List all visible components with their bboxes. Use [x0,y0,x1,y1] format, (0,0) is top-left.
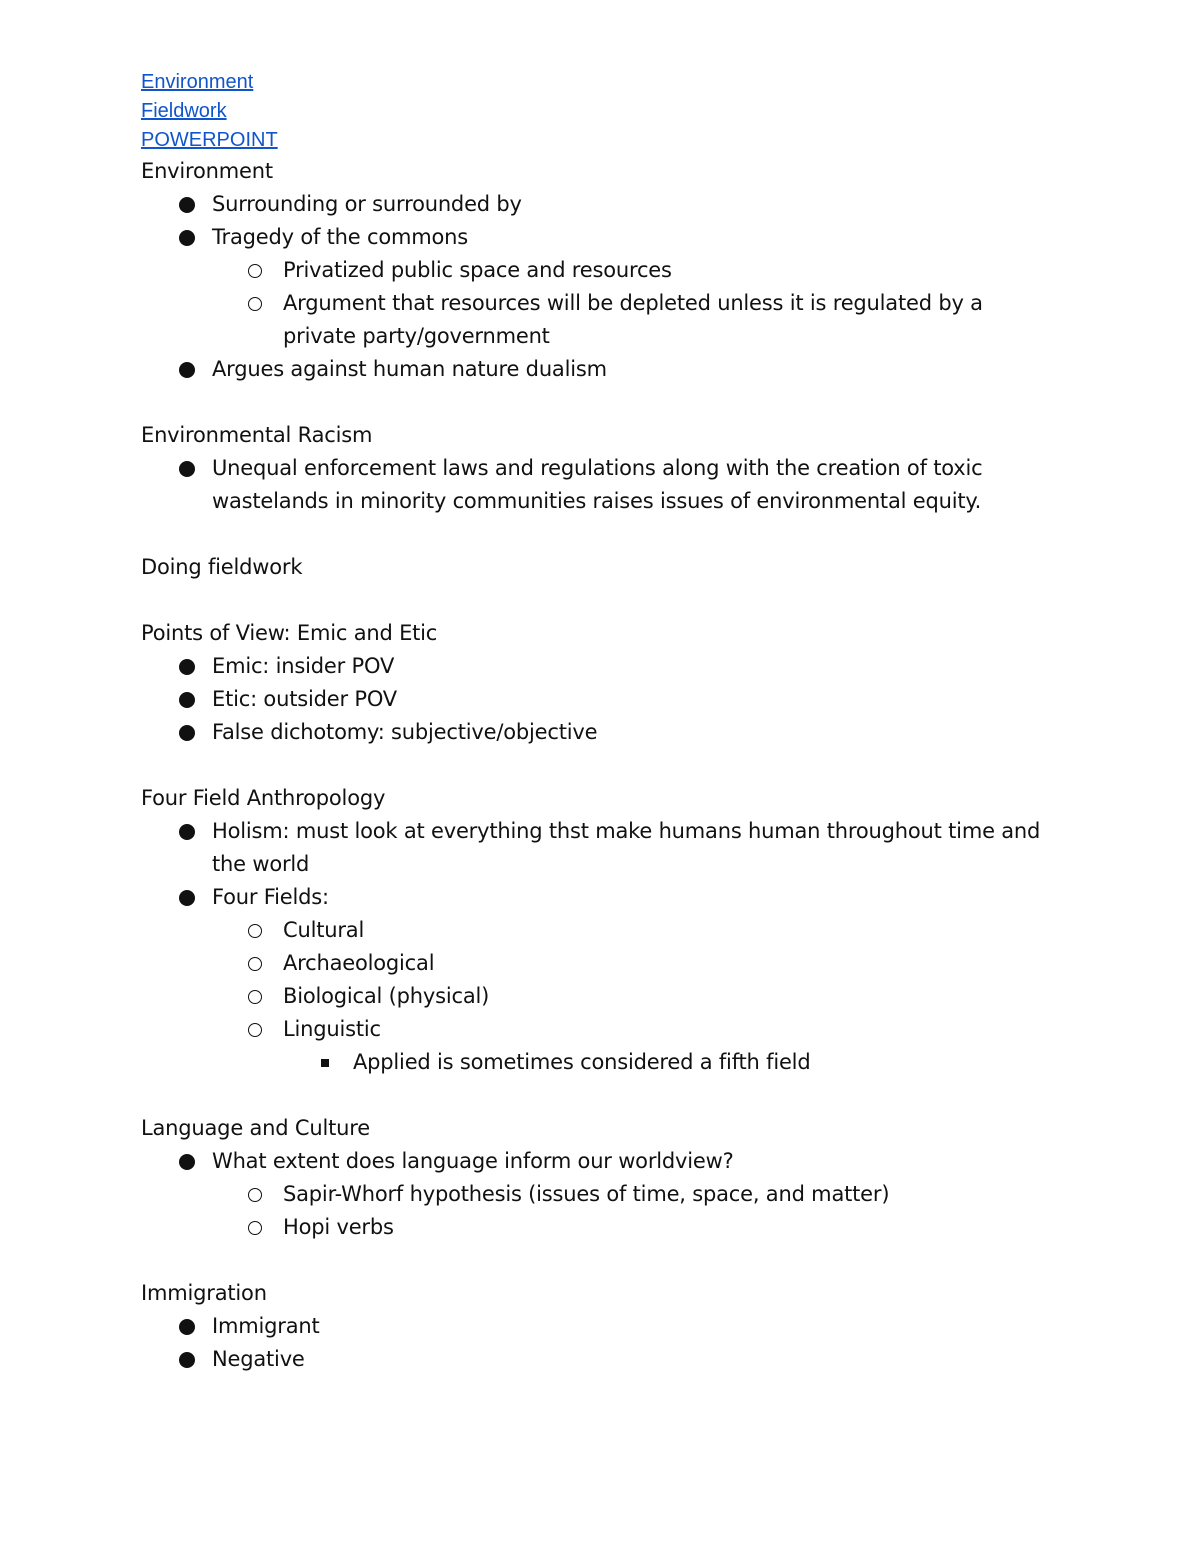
list-item [141,947,1061,980]
spacer [141,1079,1061,1112]
document-page [141,68,1061,1376]
list-item [141,1145,1061,1178]
bullet-circle-icon [248,287,262,320]
link-fieldwork[interactable]: Fieldwork [141,100,227,122]
heading-environmental-racism: Environmental Racism [141,423,373,447]
list-item-text: Immigrant [212,1314,320,1338]
list-item-text: What extent does language inform our worldview? [212,1149,734,1173]
heading-four-field-anthropology: Four Field Anthropology [141,786,386,810]
list-item [141,1310,1061,1343]
list-item [141,914,1061,947]
bullet-disc-icon [179,353,195,386]
list-item-text: Holism: must look at everything thst make humans human throughout time and the world [212,819,1041,876]
bullet-circle-icon [248,947,262,980]
list-item [141,254,1061,287]
list-item-text: Argument that resources will be depleted unless it is regulated by a private party/government [283,291,983,348]
list-item [141,1343,1061,1376]
list-item-text: Argues against human nature dualism [212,357,607,381]
list-item [141,683,1061,716]
list-item-text: Emic: insider POV [212,654,395,678]
list-item [141,881,1061,914]
list-item-text: Surrounding or surrounded by [212,192,522,216]
bullet-disc-icon [179,716,195,749]
heading-immigration: Immigration [141,1281,267,1305]
list-item-text: Privatized public space and resources [283,258,672,282]
bullet-circle-icon [248,254,262,287]
bullet-disc-icon [179,815,195,848]
list-item [141,716,1061,749]
list-item [141,815,1061,881]
list-item [141,1211,1061,1244]
bullet-disc-icon [179,188,195,221]
bullet-disc-icon [179,881,195,914]
spacer [141,584,1061,617]
bullet-circle-icon [248,980,262,1013]
list-item-text: Hopi verbs [283,1215,394,1239]
list-item-text: Unequal enforcement laws and regulations along with the creation of toxic wastelands in minority communities raises issues of environmental equity. [212,456,983,513]
list-item-text: Cultural [283,918,365,942]
list-item-text: Biological (physical) [283,984,490,1008]
link-environment[interactable]: Environment [141,71,254,93]
heading-language-and-culture: Language and Culture [141,1116,370,1140]
bullet-circle-icon [248,1178,262,1211]
bullet-square-icon [321,1046,329,1079]
list-item-text: Sapir-Whorf hypothesis (issues of time, space, and matter) [283,1182,890,1206]
bullet-circle-icon [248,1211,262,1244]
link-powerpoint[interactable]: POWERPOINT [141,129,278,151]
list-item-text: Etic: outsider POV [212,687,397,711]
list-item [141,1046,1061,1079]
spacer [141,386,1061,419]
bullet-disc-icon [179,1310,195,1343]
bullet-disc-icon [179,1343,195,1376]
list-item-text: Archaeological [283,951,435,975]
list-item-text: Negative [212,1347,305,1371]
spacer [141,749,1061,782]
bullet-disc-icon [179,221,195,254]
list-item [141,452,1061,518]
spacer [141,518,1061,551]
bullet-circle-icon [248,1013,262,1046]
list-item-text: Tragedy of the commons [212,225,468,249]
heading-doing-fieldwork: Doing fieldwork [141,555,303,579]
list-item [141,221,1061,254]
heading-environment: Environment [141,159,273,183]
list-item [141,353,1061,386]
heading-points-of-view: Points of View: Emic and Etic [141,621,438,645]
bullet-disc-icon [179,1145,195,1178]
list-item-text: Linguistic [283,1017,381,1041]
list-item [141,1178,1061,1211]
spacer [141,1244,1061,1277]
list-item [141,1013,1061,1046]
list-item-text: False dichotomy: subjective/objective [212,720,598,744]
list-item [141,980,1061,1013]
bullet-disc-icon [179,683,195,716]
list-item-text: Four Fields: [212,885,329,909]
bullet-disc-icon [179,650,195,683]
bullet-disc-icon [179,452,195,485]
list-item-text: Applied is sometimes considered a fifth field [353,1050,811,1074]
bullet-circle-icon [248,914,262,947]
list-item [141,650,1061,683]
list-item [141,188,1061,221]
list-item [141,287,1061,353]
